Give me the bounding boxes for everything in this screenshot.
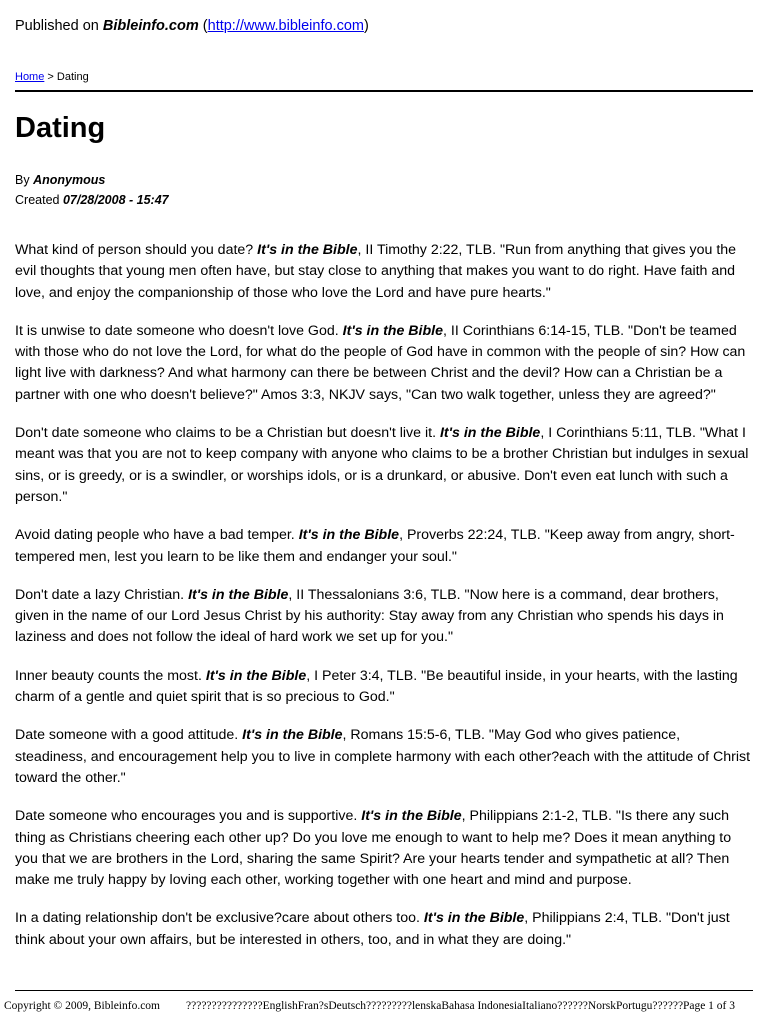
breadcrumb-home-link[interactable]: Home bbox=[15, 71, 45, 83]
created-label: Created bbox=[15, 193, 60, 207]
published-prefix: Published on bbox=[15, 18, 99, 34]
site-url-link[interactable]: http://www.bibleinfo.com bbox=[207, 18, 364, 34]
paragraph-quote: , Philippians 2:1-2, TLB. "Is there any such thing as Christians cheering each other up? Do you love me enough to want to help me? Does it mean anything to you that we are brothers in the Lord, sharing the same Spirit? Are your hearts tender and sympathetic at all? Then make me truly happy by loving each other, working together with one heart and mind and purpose. bbox=[15, 808, 732, 889]
article-paragraph bbox=[15, 585, 753, 649]
paragraph-lead: Date someone who encourages you and is supportive. bbox=[15, 808, 358, 825]
paragraph-lead: Don't date someone who claims to be a Christian but doesn't live it. bbox=[15, 425, 437, 442]
paragraph-lead: Inner beauty counts the most. bbox=[15, 667, 202, 684]
bible-tag: It's in the Bible bbox=[439, 425, 541, 442]
article-paragraph bbox=[15, 240, 753, 304]
created-date: 07/28/2008 - 15:47 bbox=[62, 193, 169, 207]
article-paragraph bbox=[15, 908, 753, 951]
header-divider bbox=[15, 90, 753, 92]
article-paragraph bbox=[15, 525, 753, 568]
footer-divider bbox=[15, 990, 753, 991]
paragraph-lead: Don't date a lazy Christian. bbox=[15, 586, 185, 603]
footer-copyright: Copyright © 2009, Bibleinfo.com bbox=[4, 1000, 160, 1012]
site-name: Bibleinfo.com bbox=[102, 18, 199, 34]
bible-tag: It's in the Bible bbox=[257, 242, 358, 258]
article-paragraph bbox=[15, 806, 753, 891]
bible-tag: It's in the Bible bbox=[342, 322, 443, 339]
article-paragraph bbox=[15, 423, 753, 508]
footer-languages: ???????????????EnglishFran?sDeutsch?????????lenskaBahasa IndonesiaItaliano??????NorskPortugu?????? bbox=[186, 1000, 684, 1012]
paragraph-lead: What kind of person should you date? bbox=[15, 242, 254, 258]
bible-tag: It's in the Bible bbox=[188, 586, 289, 603]
article-body bbox=[15, 240, 753, 968]
paragraph-quote: , II Corinthians 6:14-15, TLB. "Don't be teamed with those who do not love the Lord, for what do the people of God have in common with the people of sin? How can light live with darkness? And what harmony can there be between Christ and the devil? How can a Christian be a partner with one who doesn't believe?" Amos 3:3, NKJV says, "Can two walk together, unless they are agreed?" bbox=[15, 322, 746, 403]
bible-tag: It's in the Bible bbox=[242, 727, 343, 744]
article-paragraph bbox=[15, 321, 753, 406]
paragraph-lead: Date someone with a good attitude. bbox=[15, 727, 239, 744]
breadcrumb-separator: > bbox=[47, 71, 54, 83]
paragraph-lead: It is unwise to date someone who doesn't love God. bbox=[15, 322, 339, 339]
open-paren: ( bbox=[202, 18, 208, 34]
page-title: Dating bbox=[15, 112, 106, 144]
author-line bbox=[15, 173, 105, 187]
article-paragraph bbox=[15, 666, 753, 709]
paragraph-quote: , I Corinthians 5:11, TLB. "What I meant was that you are not to keep company with anyone who claims to be a brother Christian but indulges in sexual sins, or is greedy, or is a swindler, or worships idols, or is a drunkard, or abusive. Don't even eat lunch with such a person." bbox=[15, 425, 749, 505]
breadcrumb bbox=[15, 71, 89, 83]
page-footer bbox=[4, 1000, 753, 1018]
paragraph-quote: , Philippians 2:4, TLB. "Don't just think about your own affairs, but be interested in others, too, and in what they are doing." bbox=[15, 910, 730, 948]
published-on-line bbox=[15, 18, 369, 34]
footer-page-number: Page 1 of 3 bbox=[682, 1000, 735, 1012]
by-label: By bbox=[15, 173, 30, 187]
article-paragraph bbox=[15, 725, 753, 789]
bible-tag: It's in the Bible bbox=[205, 667, 307, 684]
paragraph-lead: Avoid dating people who have a bad temper. bbox=[15, 527, 295, 544]
created-line bbox=[15, 193, 169, 207]
paragraph-quote: , I Peter 3:4, TLB. "Be beautiful inside, in your hearts, with the lasting charm of a gentle and quiet spirit that is so precious to God." bbox=[15, 667, 738, 706]
paragraph-quote: , Proverbs 22:24, TLB. "Keep away from angry, short-tempered men, lest you learn to be like them and endanger your soul." bbox=[15, 527, 735, 565]
bible-tag: It's in the Bible bbox=[361, 808, 462, 825]
paragraph-quote: , Romans 15:5-6, TLB. "May God who gives patience, steadiness, and encouragement help you to live in complete harmony with each other?each with the attitude of Christ toward the other." bbox=[15, 727, 751, 786]
paragraph-quote: , II Thessalonians 3:6, TLB. "Now here is a command, dear brothers, given in the name of our Lord Jesus Christ by his authority: Stay away from any Christian who spends his days in laziness and does not follow the ideal of hard work we set up for you." bbox=[15, 586, 724, 646]
paragraph-quote: , II Timothy 2:22, TLB. "Run from anything that gives you the evil thoughts that young men often have, but stay close to anything that makes you want to do right. Have faith and love, and enjoy the companionship of those who love the Lord and have pure hearts." bbox=[15, 242, 737, 301]
breadcrumb-current: Dating bbox=[56, 71, 89, 83]
paragraph-lead: In a dating relationship don't be exclusive?care about others too. bbox=[15, 910, 420, 927]
author-name: Anonymous bbox=[33, 173, 106, 187]
bible-tag: It's in the Bible bbox=[423, 910, 525, 927]
bible-tag: It's in the Bible bbox=[298, 527, 400, 544]
close-paren: ) bbox=[363, 18, 369, 34]
